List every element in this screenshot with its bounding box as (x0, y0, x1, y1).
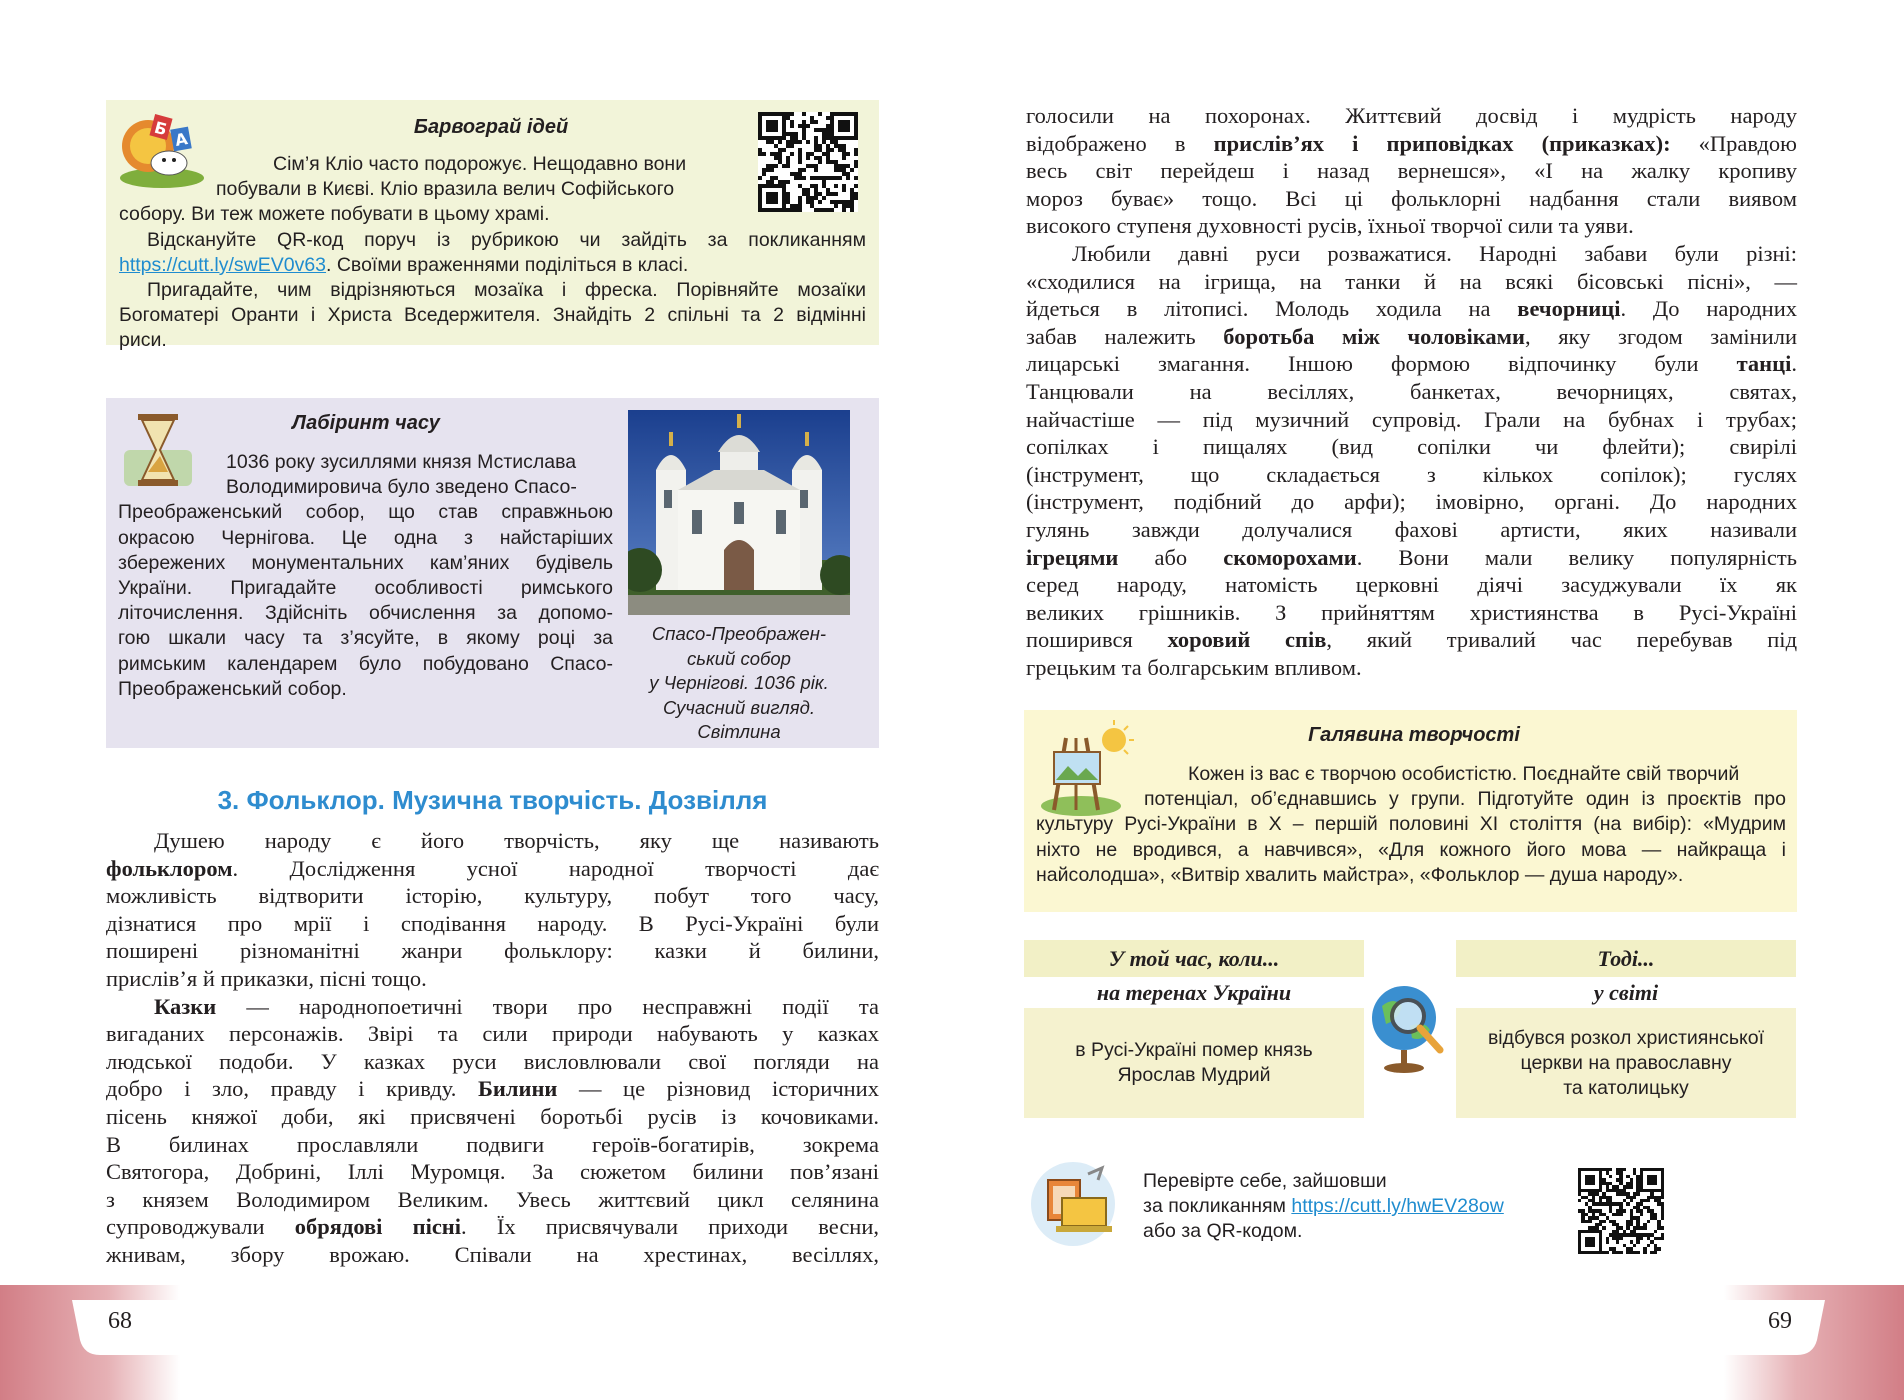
galyavyna-box (1024, 710, 1797, 912)
labirynt-line: Володимировича було зведено Спасо- (226, 476, 577, 499)
labirynt-line: 1036 року зусиллями князя Мстислава (226, 451, 577, 473)
timeline-line: в Русі-Україні помер князь (1075, 1039, 1313, 1061)
caption-line: Світлина (697, 721, 781, 742)
term-byliny: Билини (478, 1076, 558, 1102)
body-line: дізнатися про мрії і сподівання народу. В Русі-Україні були (106, 910, 879, 936)
body-line-rest: . Дослідження усної народної творчості дає (232, 855, 879, 881)
body-line-rest: «Правдою (1670, 130, 1797, 156)
galyavyna-line: найсолодша», «Витвір хвалить майстра», «Фольклор — душа народу». (1036, 863, 1684, 886)
body-line: найчастіше — під музичний супровід. Грали на бубнах і трубах; (1026, 406, 1797, 432)
sofia-link[interactable]: https://cutt.ly/swEV0v63 (119, 253, 327, 276)
body-line: серед народу, натомість церковні діячі засуджували їх як (1026, 572, 1797, 598)
body-line-mid: або (1118, 544, 1224, 570)
qr-module (1661, 1251, 1664, 1254)
labirynt-text (118, 450, 613, 702)
body-line-rest: . Вони мали велику популярність (1356, 544, 1798, 570)
body-line: жнивам, збору врожаю. Співали на хрестинах, весіллях, (106, 1241, 879, 1267)
galyavyna-text (1036, 762, 1786, 888)
body-line-pre: лицарські змагання. Іншою формою відпочинку були (1026, 351, 1737, 377)
barvograi-box (106, 100, 879, 352)
body-line-rest: , яку згодом замінили (1524, 323, 1797, 349)
timeline-line: відбувся розкол християнської (1487, 1026, 1765, 1049)
body-line (1026, 295, 1797, 323)
barvograi-line: Богоматері Оранти і Христа Вседержителя. Знайдіть 2 спільні та 2 відмінні (119, 304, 866, 327)
body-line-pre: супроводжували (106, 1214, 295, 1240)
body-line-pre: йдеться в літописі. Молодь ходила на (1026, 296, 1518, 322)
body-line: сопілках і пищалях (вид сопілки чи флейти); свирілі (1026, 434, 1797, 460)
barvograi-line (119, 253, 866, 278)
body-line-rest: . Їх присвячували приходи весни, (461, 1214, 880, 1240)
barvograi-line: Пригадайте, чим відрізняються мозаїка і фреска. Порівняйте мозаїки (147, 279, 866, 302)
body-line (106, 855, 879, 883)
globe-magnifier-icon (1368, 976, 1448, 1076)
body-line: Любили давні руси розважатися. Народні забави були різні: (1072, 240, 1797, 266)
caption-line: у Чернігові. 1036 рік. (649, 672, 829, 693)
body-line: з князем Володимиром Великим. Увесь життєвий цикл селянина (106, 1186, 879, 1212)
self-check-text (1143, 1169, 1563, 1245)
labirynt-line: Преображенський собор, що став справжньою (118, 501, 613, 524)
body-line-pre: забав належить (1026, 323, 1224, 349)
body-line-pre: добро і зло, правду і кривду. (106, 1076, 479, 1102)
body-line-rest: . До народних (1620, 296, 1797, 322)
body-line: грецьким та болгарським впливом. (1026, 654, 1362, 680)
body-line (1026, 626, 1797, 654)
body-line-rest: — народнопоетичні твори про несправжні події та (216, 993, 879, 1019)
caption-line: ський собор (687, 647, 791, 669)
page-number-left: 68 (108, 1308, 132, 1334)
body-line (1026, 323, 1797, 351)
body-line-rest: . (1791, 351, 1797, 377)
self-check-pre: за покликанням (1143, 1195, 1292, 1218)
self-check-line (1143, 1194, 1563, 1219)
body-line: «сходилися на ігрища, на танки й на всякі бісовські пісні», — (1026, 268, 1797, 294)
timeline-line: та католицьку (1563, 1076, 1689, 1099)
barvograi-text (119, 152, 866, 354)
timeline-right-head1: Тоді... (1597, 946, 1655, 971)
body-line (106, 993, 879, 1021)
body-line (106, 1075, 879, 1103)
term-borotba: боротьба між чоловіками (1223, 323, 1525, 349)
self-check-line: або за QR-кодом. (1143, 1220, 1303, 1243)
self-check-link[interactable]: https://cutt.ly/hwEV28ow (1291, 1195, 1504, 1218)
barvograi-link-rest: . Своїми враженнями поділіться в класі. (326, 253, 689, 276)
timeline-left-subhead: на теренах України (1096, 980, 1292, 1005)
body-line: Душею народу є його творчість, яку ще називають (154, 828, 879, 853)
right-body-text (1026, 102, 1797, 681)
cathedral-photo (628, 410, 850, 615)
self-check-line: Перевірте себе, зайшовши (1143, 1170, 1387, 1192)
barvograi-line: риси. (119, 329, 167, 352)
body-line: можливість відтворити історію, культуру, побут того часу, (106, 883, 879, 909)
laptop-check-icon (1028, 1158, 1123, 1248)
body-line (1026, 130, 1797, 158)
barvograi-line: Відскануйте QR-код поруч із рубрикою чи зайдіть за покликанням (147, 228, 866, 251)
body-line: людської подоби. У казках руси висловлювали свої погляди на (106, 1048, 879, 1074)
caption-line: Сучасний вигляд. (663, 696, 815, 718)
body-line-pre: поширився (1026, 627, 1168, 653)
labirynt-title: Лабіринт часу (292, 412, 440, 434)
labirynt-line: Преображенський собор. (118, 677, 347, 700)
section-heading: 3. Фольклор. Музична творчість. Дозвілля (217, 785, 768, 815)
body-line: вигаданих персонажів. Звірі та сили природи набувають у казках (106, 1021, 879, 1047)
labirynt-line: літочислення. Здійсніть обчислення за допомо- (118, 602, 613, 625)
term-folklore: фольклором (106, 855, 233, 881)
timeline-line: церкви на православну (1520, 1051, 1732, 1074)
body-line (1026, 350, 1797, 378)
timeline-line: Ярослав Мудрий (1117, 1064, 1271, 1086)
cathedral-caption (621, 622, 857, 745)
timeline-left-text (1075, 1038, 1312, 1088)
timeline-right-subhead: у світі (1593, 980, 1659, 1005)
labirynt-box (106, 398, 879, 748)
term-tantsi: танці (1736, 351, 1792, 377)
body-line: прислів’я й приказки, пісні тощо. (106, 965, 427, 991)
labirynt-line: гою шкали часу та з’ясуйте, в якому році за (118, 627, 613, 650)
timeline-left-head1: У той час, коли... (1108, 946, 1280, 971)
body-line: поширені різноманітні жанри фольклору: казки й билини, (106, 938, 879, 964)
body-line: пісень княжої доби, які присвячені боротьбі русів із кочовиками. (106, 1103, 879, 1129)
term-obriadovi: обрядові пісні (294, 1214, 462, 1240)
term-ihretsi: ігрецями (1026, 544, 1119, 570)
term-prysliv: прислів’ях і приповідках (приказках): (1213, 130, 1671, 156)
galyavyna-line: потенціал, об’єднавшись у групи. Підготуйте один із проєктів про (1144, 788, 1786, 811)
term-vechornytsi: вечорниці (1517, 296, 1621, 322)
body-line-rest: — це різновид історичних (557, 1076, 879, 1102)
body-line: Святогора, Добрині, Іллі Муромця. За сюжетом билини пов’язані (106, 1159, 879, 1185)
timeline-right-cell (1456, 1008, 1796, 1118)
left-body-text (106, 827, 879, 1269)
body-line: мороз буває» тощо. Всі ці фольклорні надбання стали виявом (1026, 185, 1797, 211)
body-line: великих грішників. З прийняттям християнства в Русі-Україні (1026, 599, 1797, 625)
body-line: В билинах прославляли подвиги героїв-богатирів, зокрема (106, 1131, 879, 1157)
term-khorovyi: хоровий спів (1167, 627, 1327, 653)
galyavyna-line: культуру Русі-України в X – першій половині XI століття (на вибір): «Мудрим (1036, 813, 1786, 836)
barvograi-title: Барвограй ідей (413, 116, 569, 138)
barvograi-line: собору. Ви теж можете побувати в цьому храмі. (119, 203, 550, 226)
galyavyna-line: ніхто не вродився, а навчився», «Для кожного його мова — найкраща і (1036, 838, 1786, 861)
timeline-left-head (1024, 940, 1364, 977)
galyavyna-line: Кожен із вас є творчою особистістю. Поєднайте свій творчий (1188, 763, 1740, 785)
body-line-pre: відображено в (1026, 130, 1214, 156)
body-line: голосили на похоронах. Життєвий досвід і мудрість народу (1026, 103, 1797, 128)
body-line: (інструмент, подібний до арфи); імовірно, органі. До народних (1026, 489, 1797, 515)
body-line: (інструмент, що складається з кількох сопілок); гуслях (1026, 461, 1797, 487)
body-line: Танцювали на весіллях, банкетах, вечорницях, святах, (1026, 378, 1797, 404)
labirynt-line: окрасою Чернігова. Це одна з найстаріших (118, 526, 613, 549)
galyavyna-title: Галявина творчості (1308, 724, 1520, 746)
body-line (106, 1213, 879, 1241)
barvograi-line: Сім’я Кліо часто подорожує. Нещодавно вони (273, 153, 687, 175)
timeline-right-text (1488, 1026, 1764, 1101)
body-line: гулянь завжди долучалися фахові артисти, яких називали (1026, 516, 1797, 542)
labirynt-line: збережених монументальних кам’яних будівель (118, 551, 613, 574)
svg-text:А: А (173, 129, 190, 150)
body-line-rest: , який тривалий час перебував під (1326, 627, 1798, 653)
timeline-right-head (1456, 940, 1796, 977)
labirynt-line: римським календарем було побудовано Спасо- (118, 652, 613, 675)
barvograi-line: побували в Києві. Кліо вразила велич Софійського (216, 178, 675, 201)
labirynt-line: України. Пригадайте особливості римського (118, 577, 613, 600)
svg-text:Б: Б (152, 117, 170, 140)
term-kazky: Казки (154, 993, 217, 1019)
body-line: весь світ перейдеш і назад вернешся», «І на жалку кропиву (1026, 158, 1797, 184)
page-number-right: 69 (1768, 1308, 1792, 1334)
body-line (1026, 544, 1797, 572)
qr-code-self-check[interactable] (1578, 1168, 1664, 1254)
term-skomorokhy: скоморохами (1223, 544, 1357, 570)
timeline-left-cell (1024, 1008, 1364, 1118)
body-line: високого ступеня духовності русів, їхньої творчої сили та уяви. (1026, 213, 1634, 239)
caption-line: Спасо-Преображен- (651, 623, 827, 644)
